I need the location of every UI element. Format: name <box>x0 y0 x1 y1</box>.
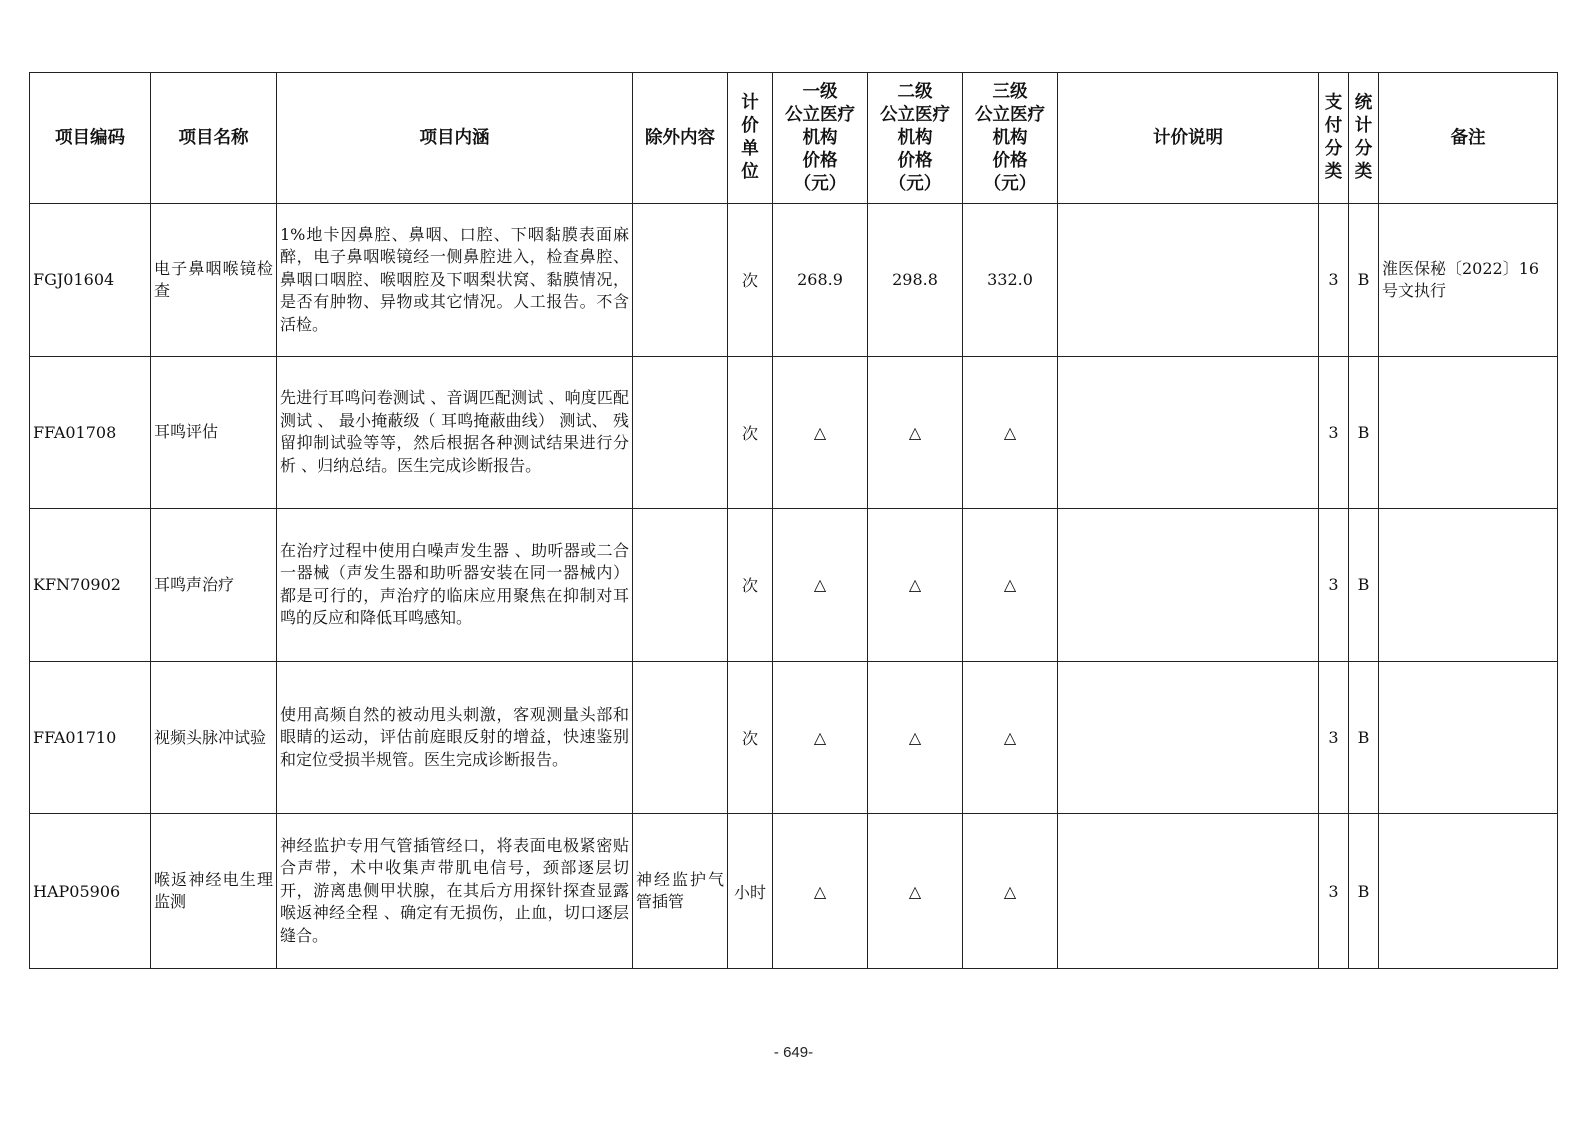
header-level1-line: 一级 <box>802 81 838 102</box>
cell-remark <box>1379 356 1558 509</box>
header-level1-line: （元） <box>793 173 847 194</box>
cell-stat: B <box>1349 356 1379 509</box>
header-level3-line: 公立医疗 <box>975 104 1045 125</box>
cell-notes <box>1058 509 1319 662</box>
header-notes: 计价说明 <box>1058 73 1319 204</box>
header-unit <box>728 73 773 204</box>
cell-stat: B <box>1349 661 1379 814</box>
cell-level1-price: △ <box>773 661 868 814</box>
cell-unit: 次 <box>728 661 773 814</box>
cell-level3-price: △ <box>963 814 1058 969</box>
cell-exclude <box>633 356 728 509</box>
cell-content: 在治疗过程中使用白噪声发生器 、助听器或二合一器械（声发生器和助听器安装在同一器械内）都是可行的，声治疗的临床应用聚焦在抑制对耳鸣的反应和降低耳鸣感知。 <box>277 509 633 662</box>
page-number: - 649- <box>773 1044 814 1061</box>
cell-level1-price: △ <box>773 509 868 662</box>
header-pay-text: 支付分类 <box>1324 93 1343 182</box>
cell-level3-price: △ <box>963 509 1058 662</box>
header-level2-line: 二级 <box>897 81 933 102</box>
header-exclude: 除外内容 <box>633 73 728 204</box>
header-level3-line: 价格 <box>992 150 1028 171</box>
table-row <box>30 204 1558 357</box>
header-level1-line: 价格 <box>802 150 838 171</box>
cell-level1-price: △ <box>773 814 868 969</box>
cell-exclude <box>633 661 728 814</box>
cell-stat: B <box>1349 204 1379 357</box>
header-level2 <box>868 73 963 204</box>
cell-stat: B <box>1349 509 1379 662</box>
cell-remark <box>1379 509 1558 662</box>
cell-level2-price: 298.8 <box>868 204 963 357</box>
table-row <box>30 814 1558 969</box>
header-code: 项目编码 <box>30 73 151 204</box>
cell-exclude: 神经监护气管插管 <box>633 814 728 969</box>
header-level3 <box>963 73 1058 204</box>
cell-name: 耳鸣声治疗 <box>151 509 277 662</box>
cell-code: KFN70902 <box>30 509 151 662</box>
cell-notes <box>1058 661 1319 814</box>
table-row <box>30 356 1558 509</box>
header-content: 项目内涵 <box>277 73 633 204</box>
cell-pay: 3 <box>1319 509 1349 662</box>
header-stat-text: 统计分类 <box>1354 93 1373 182</box>
header-row <box>30 73 1558 204</box>
header-level2-line: 价格 <box>897 150 933 171</box>
header-level3-line: 机构 <box>992 127 1028 148</box>
header-level3-line: （元） <box>983 173 1037 194</box>
table-row <box>30 509 1558 662</box>
cell-level3-price: △ <box>963 356 1058 509</box>
cell-content: 使用高频自然的被动甩头刺激，客观测量头部和眼睛的运动，评估前庭眼反射的增益，快速鉴别和定位受损半规管。医生完成诊断报告。 <box>277 661 633 814</box>
cell-pay: 3 <box>1319 356 1349 509</box>
cell-level1-price: 268.9 <box>773 204 868 357</box>
cell-code: HAP05906 <box>30 814 151 969</box>
cell-level1-price: △ <box>773 356 868 509</box>
cell-unit: 次 <box>728 204 773 357</box>
cell-level3-price: 332.0 <box>963 204 1058 357</box>
cell-unit: 次 <box>728 356 773 509</box>
cell-name: 耳鸣评估 <box>151 356 277 509</box>
header-level2-line: 机构 <box>897 127 933 148</box>
header-pay <box>1319 73 1349 204</box>
cell-pay: 3 <box>1319 661 1349 814</box>
header-remark: 备注 <box>1379 73 1558 204</box>
cell-remark <box>1379 814 1558 969</box>
cell-content: 神经监护专用气管插管经口，将表面电极紧密贴合声带，术中收集声带肌电信号，颈部逐层切开，游离患侧甲状腺，在其后方用探针探查显露喉返神经全程 、确定有无损伤，止血，切口逐层缝合。 <box>277 814 633 969</box>
header-level1-line: 机构 <box>802 127 838 148</box>
table-row <box>30 661 1558 814</box>
cell-pay: 3 <box>1319 814 1349 969</box>
cell-unit: 小时 <box>728 814 773 969</box>
pricing-table <box>29 72 1558 969</box>
cell-level2-price: △ <box>868 356 963 509</box>
cell-unit: 次 <box>728 509 773 662</box>
header-level1 <box>773 73 868 204</box>
cell-level3-price: △ <box>963 661 1058 814</box>
cell-code: FFA01710 <box>30 661 151 814</box>
cell-name: 喉返神经电生理监测 <box>151 814 277 969</box>
cell-level2-price: △ <box>868 509 963 662</box>
cell-stat: B <box>1349 814 1379 969</box>
cell-remark: 淮医保秘〔2022〕16号文执行 <box>1379 204 1558 357</box>
header-unit-text: 计价单位 <box>741 93 759 182</box>
header-level2-line: 公立医疗 <box>880 104 950 125</box>
cell-code: FGJ01604 <box>30 204 151 357</box>
cell-notes <box>1058 356 1319 509</box>
header-level2-line: （元） <box>888 173 942 194</box>
cell-name: 电子鼻咽喉镜检查 <box>151 204 277 357</box>
header-level3-line: 三级 <box>992 81 1028 102</box>
cell-notes <box>1058 814 1319 969</box>
cell-content: 1%地卡因鼻腔、鼻咽、口腔、下咽黏膜表面麻醉，电子鼻咽喉镜经一侧鼻腔进入，检查鼻腔、鼻咽口咽腔、喉咽腔及下咽梨状窝、黏膜情况，是否有肿物、异物或其它情况。人工报告。不含活检。 <box>277 204 633 357</box>
cell-content: 先进行耳鸣问卷测试 、音调匹配测试 、响度匹配测试 、 最小掩蔽级（ 耳鸣掩蔽曲线） 测试、 残留抑制试验等等，然后根据各种测试结果进行分析 、归纳总结。医生完成诊断报告。 <box>277 356 633 509</box>
cell-exclude <box>633 509 728 662</box>
header-name: 项目名称 <box>151 73 277 204</box>
cell-notes <box>1058 204 1319 357</box>
cell-level2-price: △ <box>868 814 963 969</box>
cell-name: 视频头脉冲试验 <box>151 661 277 814</box>
cell-remark <box>1379 661 1558 814</box>
cell-exclude <box>633 204 728 357</box>
header-stat <box>1349 73 1379 204</box>
cell-pay: 3 <box>1319 204 1349 357</box>
cell-level2-price: △ <box>868 661 963 814</box>
cell-code: FFA01708 <box>30 356 151 509</box>
header-level1-line: 公立医疗 <box>785 104 855 125</box>
